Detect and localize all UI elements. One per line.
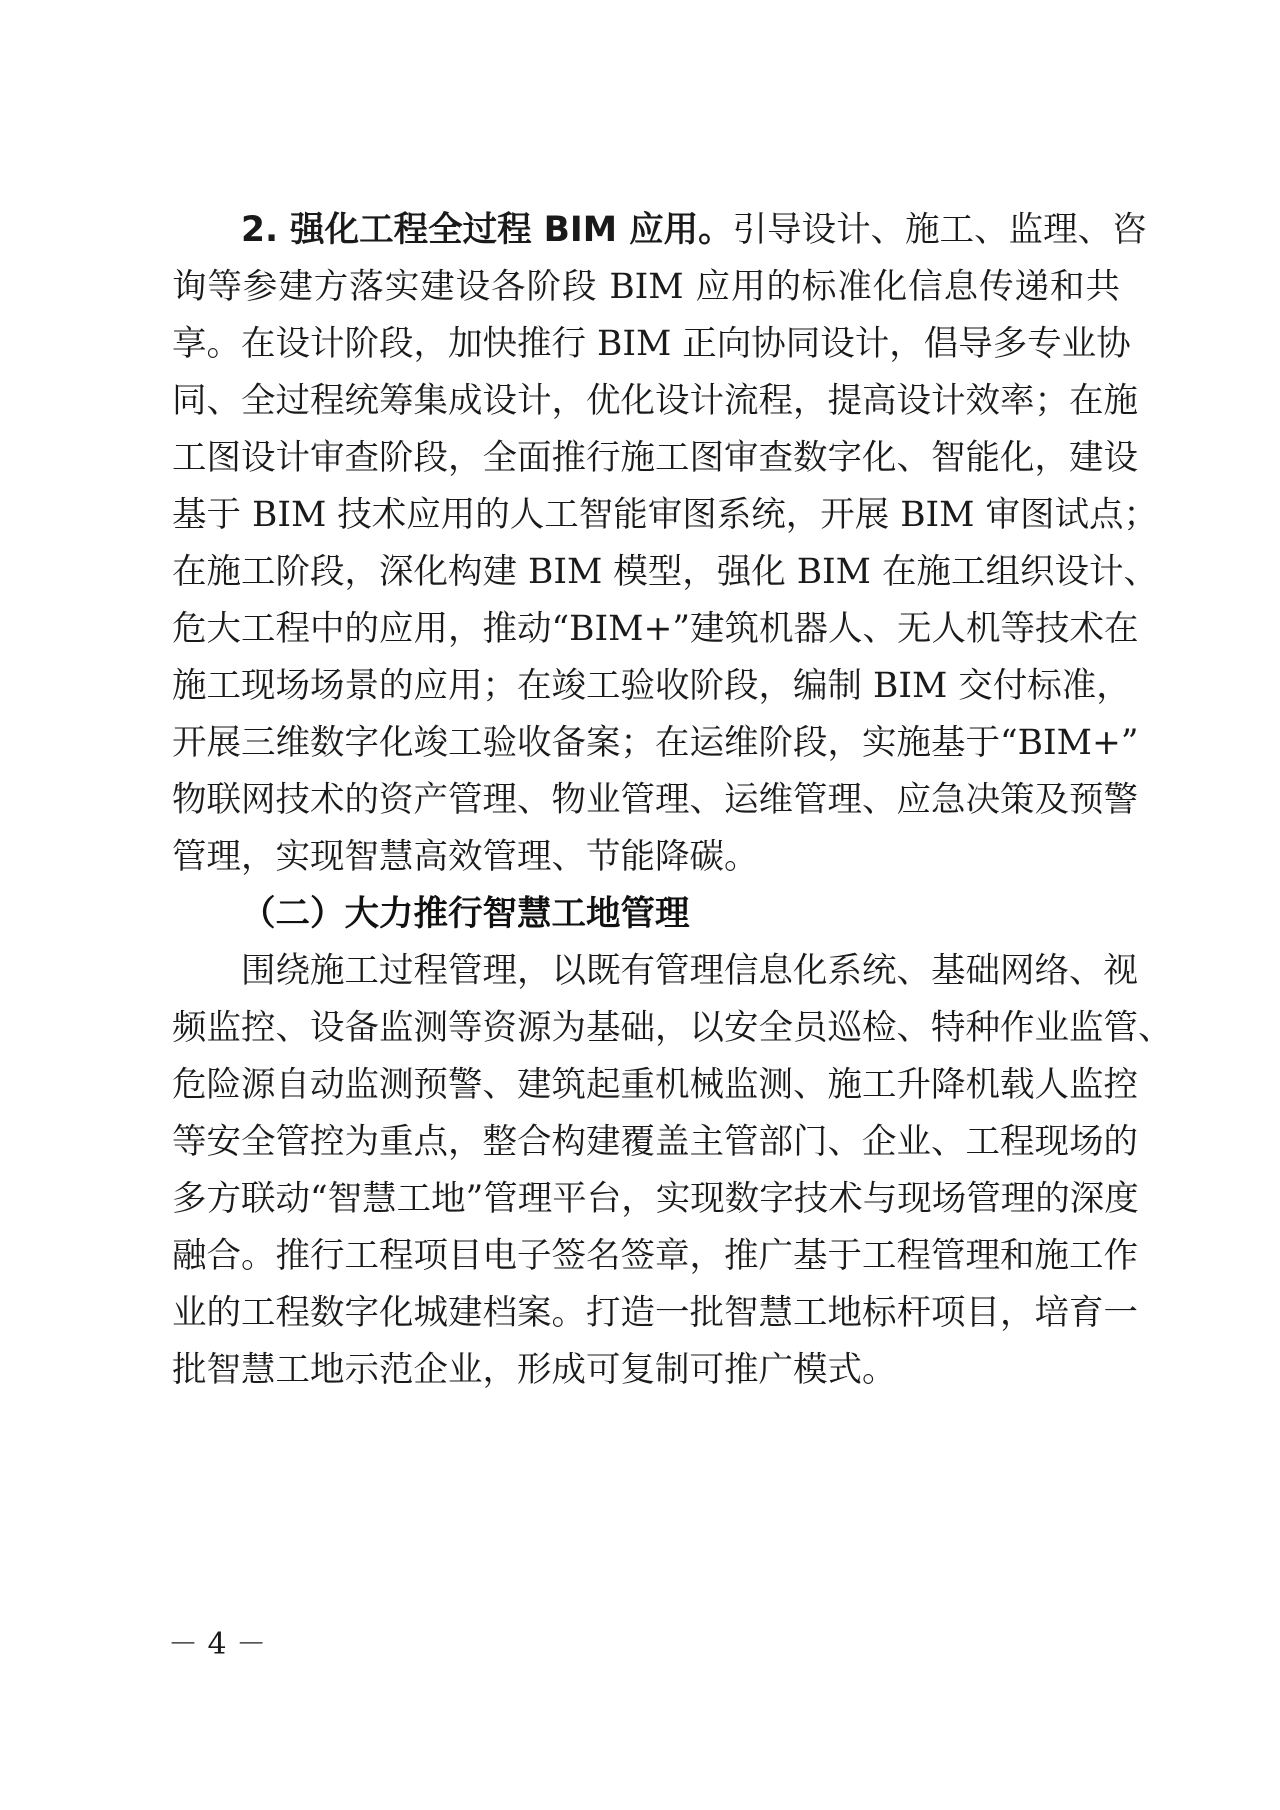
paragraph-line: 同、全过程统筹集成设计，优化设计流程，提高设计效率；在施 xyxy=(172,381,1138,421)
paragraph-line: 享。在设计阶段，加快推行 BIM 正向协同设计，倡导多专业协 xyxy=(172,324,1131,364)
paragraph-line: 围绕施工过程管理，以既有管理信息化系统、基础网络、视 xyxy=(241,951,1138,991)
paragraph-line: 物联网技术的资产管理、物业管理、运维管理、应急决策及预警 xyxy=(172,780,1138,820)
paragraph-line: 多方联动“智慧工地”管理平台，实现数字技术与现场管理的深度 xyxy=(172,1179,1139,1219)
paragraph-line: 开展三维数字化竣工验收备案；在运维阶段，实施基于“BIM+” xyxy=(172,723,1139,763)
section-heading: （二）大力推行智慧工地管理 xyxy=(241,894,690,934)
paragraph-line: 管理，实现智慧高效管理、节能降碳。 xyxy=(172,837,759,877)
page-number: － 4 － xyxy=(168,1627,267,1662)
paragraph-line xyxy=(241,208,1147,252)
paragraph-line: 等安全管控为重点，整合构建覆盖主管部门、企业、工程现场的 xyxy=(172,1122,1138,1162)
paragraph-line: 批智慧工地示范企业，形成可复制可推广模式。 xyxy=(172,1350,897,1390)
paragraph-line: 工图设计审查阶段，全面推行施工图审查数字化、智能化，建设 xyxy=(172,438,1138,478)
paragraph-line: 基于 BIM 技术应用的人工智能审图系统，开展 BIM 审图试点； xyxy=(172,495,1158,535)
paragraph-line: 在施工阶段，深化构建 BIM 模型，强化 BIM 在施工组织设计、 xyxy=(172,552,1158,592)
paragraph-line: 业的工程数字化城建档案。打造一批智慧工地标杆项目，培育一 xyxy=(172,1293,1138,1333)
paragraph-line: 频监控、设备监测等资源为基础，以安全员巡检、特种作业监管、 xyxy=(172,1008,1173,1048)
paragraph-line: 融合。推行工程项目电子签名签章，推广基于工程管理和施工作 xyxy=(172,1236,1138,1276)
paragraph-line: 询等参建方落实建设各阶段 BIM 应用的标准化信息传递和共 xyxy=(172,267,1120,307)
paragraph-text: 引导设计、施工、监理、咨 xyxy=(732,210,1147,250)
paragraph-line: 危大工程中的应用，推动“BIM+”建筑机器人、无人机等技术在 xyxy=(172,609,1139,649)
paragraph-line: 施工现场场景的应用；在竣工验收阶段，编制 BIM 交付标准， xyxy=(172,666,1131,706)
paragraph-line: 危险源自动监测预警、建筑起重机械监测、施工升降机载人监控 xyxy=(172,1065,1138,1105)
subsection-heading: 2. 强化工程全过程 BIM 应用。 xyxy=(241,210,733,250)
